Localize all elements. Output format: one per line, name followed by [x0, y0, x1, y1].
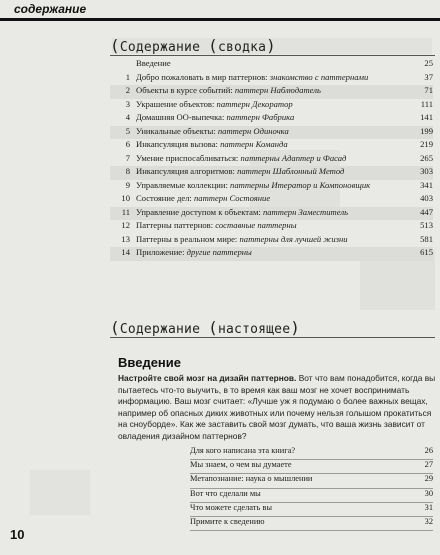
toc-entry-number: 9	[125, 179, 130, 190]
short-toc-title-word: Содержание	[119, 40, 201, 55]
intro-section-page: 32	[424, 516, 433, 526]
toc-entry-page: 303	[420, 166, 433, 176]
intro-section-title: Вот что сделали мы	[190, 488, 261, 498]
intro-lead: Настройте свой мозг на дизайн паттернов.	[118, 373, 297, 383]
intro-section-entry	[190, 474, 433, 488]
toc-entry-title	[136, 220, 409, 230]
toc-entry	[110, 99, 433, 113]
toc-entry-title	[136, 72, 409, 82]
toc-entry-number: 11	[121, 206, 130, 217]
toc-entry-topic: Домашняя ОО-выпечка:	[136, 112, 227, 122]
toc-entry-topic: Инкапсуляция вызова:	[136, 139, 221, 149]
toc-entry-title	[136, 207, 409, 217]
paren-close: )	[266, 36, 277, 55]
paren-open: (	[110, 318, 120, 337]
toc-entry	[110, 180, 433, 194]
intro-section-page: 27	[424, 460, 433, 470]
toc-entry-page: 341	[420, 179, 433, 190]
full-toc-title	[110, 318, 300, 337]
toc-entry	[110, 193, 433, 207]
toc-entry-pattern: паттерн Декоратор	[216, 98, 293, 109]
toc-entry-page: 265	[420, 152, 433, 163]
intro-section-title: Примите к сведению	[190, 516, 265, 526]
toc-entry-topic: Умение приспосабливаться:	[136, 152, 241, 163]
short-toc-rule	[110, 55, 435, 56]
toc-entry-number: 14	[121, 247, 130, 257]
intro-sections-list	[190, 446, 433, 531]
toc-entry-title	[136, 112, 409, 122]
toc-entry-page: 25	[424, 58, 433, 68]
toc-entry-pattern: паттерн Состояние	[193, 193, 271, 203]
intro-section-title: Что можете сделать вы	[190, 502, 272, 512]
toc-entry	[110, 234, 433, 248]
toc-entry-topic: Уникальные объекты:	[136, 125, 218, 136]
toc-entry-topic: Состояние дел:	[136, 193, 194, 203]
toc-entry-pattern: другие паттерны	[186, 247, 252, 257]
intro-section-entry	[190, 503, 433, 517]
toc-entry-title	[136, 126, 409, 136]
toc-entry-title	[136, 247, 409, 257]
toc-entry	[110, 139, 433, 153]
toc-entry-title	[136, 234, 409, 244]
intro-section-entry	[190, 446, 433, 460]
toc-entry-page: 71	[424, 85, 433, 95]
toc-entry-page: 513	[420, 220, 433, 230]
toc-entry-number: 13	[121, 233, 130, 244]
toc-entry	[110, 207, 433, 221]
toc-entry-title	[136, 99, 409, 109]
bleed-shape	[30, 470, 90, 515]
paren-open: (	[208, 36, 218, 55]
toc-entry-pattern: паттерн Шаблонный Метод	[237, 166, 345, 176]
intro-section-page: 30	[424, 488, 433, 498]
toc-entry-pattern: паттерны для лучшей жизни	[239, 233, 348, 244]
full-toc-title-word: Содержание	[119, 322, 201, 337]
toc-entry-number: 5	[125, 125, 130, 136]
toc-entry-number: 3	[125, 98, 130, 109]
toc-entry-number: 7	[125, 152, 130, 163]
toc-entry	[110, 166, 433, 180]
toc-entry-topic: Объекты в курсе событий:	[136, 85, 235, 95]
toc-entry-topic: Украшение объектов:	[136, 98, 217, 109]
toc-entry-pattern: паттерн Фабрика	[226, 112, 295, 122]
toc-entry-number: 6	[125, 139, 130, 149]
intro-section-entry	[190, 517, 433, 531]
toc-entry-pattern: составные паттерны	[215, 220, 297, 230]
paren-open: (	[110, 36, 120, 55]
toc-entry-page: 37	[424, 71, 433, 82]
toc-entry-topic: Паттерны в реальном мире:	[136, 233, 240, 244]
toc-entry-page: 219	[420, 139, 433, 149]
toc-entry-page: 199	[420, 125, 433, 136]
toc-entry	[110, 153, 433, 167]
intro-section-page: 31	[424, 502, 433, 512]
toc-entry	[110, 112, 433, 126]
toc-entry-topic: Паттерны паттернов:	[136, 220, 216, 230]
toc-entry-page: 403	[420, 193, 433, 203]
intro-section-page: 26	[424, 446, 433, 455]
toc-entry-pattern: паттерн Заместитель	[262, 206, 349, 217]
toc-entry-pattern: паттерн Одиночка	[217, 125, 289, 136]
toc-entry-page: 111	[420, 98, 433, 109]
intro-section-title: Мы знаем, о чем вы думаете	[190, 460, 292, 470]
toc-entry-number: 12	[121, 220, 130, 230]
toc-entry-pattern: паттерны Адаптер и Фасад	[240, 152, 347, 163]
page-number: 10	[10, 527, 25, 542]
toc-entry	[110, 58, 433, 72]
intro-section-page: 29	[424, 474, 433, 484]
toc-entry	[110, 220, 433, 234]
intro-section-title: Метапознание: наука о мышлении	[190, 474, 313, 484]
toc-entry-page: 615	[420, 247, 433, 257]
full-toc-rule	[110, 337, 435, 338]
toc-entry-title	[136, 153, 409, 163]
toc-entry-number: 8	[125, 166, 130, 176]
full-toc-title-sub: настоящее	[218, 322, 291, 337]
toc-entry-title	[136, 193, 409, 203]
intro-heading: Введение	[118, 355, 181, 370]
toc-entry-topic: Управление доступом к объектам:	[136, 206, 263, 217]
toc-entry-title	[136, 180, 409, 190]
toc-entry-page: 141	[420, 112, 433, 122]
toc-entry-pattern: знакомство с паттернами	[269, 71, 369, 82]
toc-entry	[110, 247, 433, 261]
intro-section-title: Для кого написана эта книга?	[190, 446, 296, 455]
toc-entry-title	[136, 166, 409, 176]
toc-entry-number: 2	[125, 85, 130, 95]
toc-entry-number: 10	[121, 193, 130, 203]
toc-entry-number: 4	[125, 112, 130, 122]
intro-text	[118, 373, 436, 443]
toc-entry	[110, 72, 433, 86]
paren-close: )	[290, 318, 301, 337]
intro-section-entry	[190, 489, 433, 503]
toc-entry-page: 581	[420, 233, 433, 244]
short-toc-list	[110, 58, 433, 261]
paren-open: (	[208, 318, 218, 337]
toc-entry-number: 1	[125, 71, 130, 82]
toc-entry-pattern: паттерны Итератор и Компоновщик	[230, 179, 371, 190]
toc-entry	[110, 126, 433, 140]
short-toc-title-sub: сводка	[218, 40, 267, 55]
running-head: содержание	[14, 2, 87, 16]
toc-entry-title	[136, 58, 409, 68]
toc-entry-topic: Управляемые коллекции:	[136, 179, 231, 190]
toc-entry-page: 447	[420, 206, 433, 217]
intro-section-entry	[190, 460, 433, 474]
toc-entry-pattern: паттерн Наблюдатель	[234, 85, 321, 95]
toc-entry-topic: Введение	[136, 58, 171, 68]
toc-entry-pattern: паттерн Команда	[220, 139, 288, 149]
toc-entry	[110, 85, 433, 99]
toc-entry-topic: Добро пожаловать в мир паттернов:	[136, 71, 270, 82]
toc-entry-topic: Инкапсуляция алгоритмов:	[136, 166, 238, 176]
toc-entry-title	[136, 85, 409, 95]
toc-entry-title	[136, 139, 409, 149]
top-rule	[0, 18, 440, 21]
toc-entry-topic: Приложение:	[136, 247, 187, 257]
intro-body: Вот что вам понадобится, когда вы пытаетесь что-то выучить, в то время как ваш мозг не хочет воспринимать информацию. Ваш мозг считает: «Лучше уж я подумаю о более важных вещах, например об опасных диких животных или почему нельзя голышом прокатиться на сноуборде». Как же заставить свой мозг думать, что ваша жизнь зависит от овладения дизайном паттернов?	[118, 373, 436, 441]
short-toc-title	[110, 36, 276, 55]
